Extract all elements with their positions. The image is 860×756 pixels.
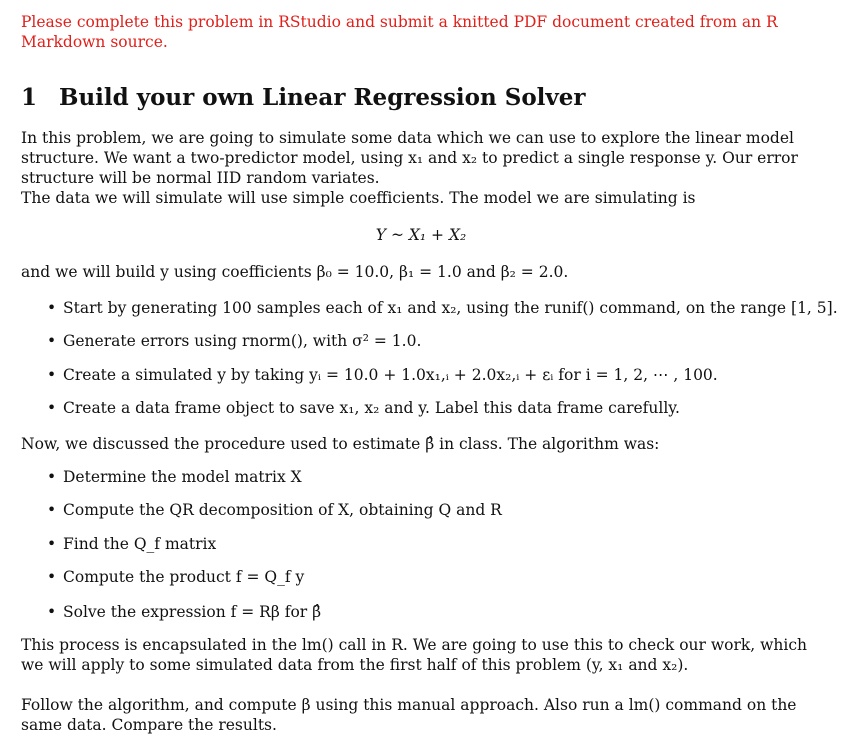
list-item: • Find the Q_f matrix [63, 534, 216, 554]
algorithm-intro: Now, we discussed the procedure used to estimate β̂ in class. The algorithm was: [21, 435, 660, 453]
list-item: • Generate errors using rnorm(), with σ² = 1.0. [63, 331, 421, 351]
list-item: • Create a simulated y by taking yᵢ = 10.0 + 1.0x₁,ᵢ + 2.0x₂,ᵢ + εᵢ for i = 1, 2, ⋯ , 100. [63, 365, 718, 385]
list-item: • Compute the product f = Q_f y [63, 567, 304, 587]
list-item: • Create a data frame object to save x₁, x₂ and y. Label this data frame carefully. [63, 398, 680, 418]
list-item: • Solve the expression f = Rβ for β̂ [63, 602, 321, 622]
lm-paragraph: This process is encapsulated in the lm() call in R. We are going to use this to check our work, which we will apply to some simulated data from the first half of this problem (y, x₁ and x₂). [21, 636, 807, 674]
section-number: 1 [21, 84, 38, 111]
submission-note: Please complete this problem in RStudio and submit a knitted PDF document created from an R Markdown source. [21, 13, 778, 51]
section-heading [21, 84, 586, 111]
section-title: Build your own Linear Regression Solver [59, 84, 586, 111]
intro-paragraph: In this problem, we are going to simulate some data which we can use to explore the linear model structure. We want a two-predictor model, using x₁ and x₂ to predict a single response y. Our error structure will be normal IID random variates. [21, 129, 798, 187]
list-item: • Determine the model matrix X [63, 467, 302, 487]
coefficients-paragraph: and we will build y using coefficients β₀ = 10.0, β₁ = 1.0 and β₂ = 2.0. [21, 263, 569, 281]
list-item: • Start by generating 100 samples each of x₁ and x₂, using the runif() command, on the range [1, 5]. [63, 298, 838, 318]
model-equation: Y ~ X₁ + X₂ [375, 226, 467, 244]
intro-paragraph-2: The data we will simulate will use simple coefficients. The model we are simulating is [21, 189, 696, 207]
document-page [21, 12, 838, 734]
list-item: • Compute the QR decomposition of X, obtaining Q and R [63, 500, 502, 520]
final-paragraph: Follow the algorithm, and compute β using this manual approach. Also run a lm() command on the same data. Compare the results. [21, 696, 797, 734]
